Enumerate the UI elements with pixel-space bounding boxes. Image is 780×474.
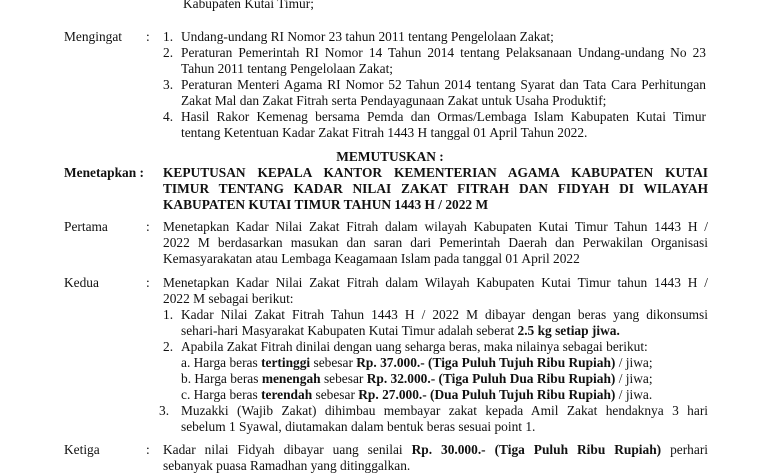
menetapkan-label: Menetapkan :	[64, 165, 144, 180]
pertama-text: 2022 M berdasarkan masukan dan saran dari Pemerintah Daerah dan Perwakilan Organisasi	[163, 235, 708, 250]
ketiga-text: Kadar nilai Fidyah dibayar uang senilai Rp. 30.000.- (Tiga Puluh Ribu Rupiah) perhari	[163, 442, 708, 457]
mengingat-item-text: Peraturan Pemerintah RI Nomor 14 Tahun 2014 tentang Pelaksanaan Undang-undang No 23	[181, 45, 706, 60]
kedua-colon: :	[146, 275, 150, 290]
mengingat-item-num: 3.	[163, 77, 174, 92]
pertama-label: Pertama	[64, 219, 108, 234]
memutuskan-heading: MEMUTUSKAN :	[336, 149, 444, 164]
pertama-colon: :	[146, 219, 150, 234]
harga-beras-line: b. Harga beras menengah sebesar Rp. 32.000.- (Tiga Puluh Dua Ribu Rupiah) / jiwa;	[181, 371, 653, 386]
kedua-item-num: 1.	[163, 307, 174, 322]
menetapkan-text: KEPUTUSAN KEPALA KANTOR KEMENTERIAN AGAMA KABUPATEN KUTAI	[163, 165, 708, 180]
nilai-fidyah: Rp. 30.000.- (Tiga Puluh Ribu Rupiah)	[411, 442, 662, 457]
pertama-text: Menetapkan Kadar Nilai Zakat Fitrah dalam wilayah Kabupaten Kutai Timur Tahun 1443 H /	[163, 219, 708, 234]
kedua-item1-text: Kadar Nilai Zakat Fitrah Tahun 1443 H / 2022 M dibayar dengan beras yang dikonsumsi	[181, 307, 708, 322]
mengingat-item-text: Undang-undang RI Nomor 23 tahun 2011 tentang Pengelolaan Zakat;	[181, 29, 554, 44]
mengingat-colon: :	[146, 29, 150, 44]
continued-line: Kabupaten Kutai Timur;	[183, 0, 314, 11]
harga-beras-line: a. Harga beras tertinggi sebesar Rp. 37.000.- (Tiga Puluh Tujuh Ribu Rupiah) / jiwa;	[181, 355, 653, 370]
menetapkan-text: KABUPATEN KUTAI TIMUR TAHUN 1443 H / 2022 M	[163, 197, 489, 212]
mengingat-item-num: 1.	[163, 29, 174, 44]
ketiga-colon: :	[146, 442, 150, 457]
kedua-item-num: 3.	[159, 403, 170, 418]
mengingat-item-num: 2.	[163, 45, 174, 60]
kedua-item3-text: sebelum 1 Syawal, diutamakan dalam bentuk beras sesuai point 1.	[181, 419, 536, 434]
mengingat-item-text: Zakat Mal dan Zakat Fitrah serta Pendayagunaan Zakat untuk Usaha Produktif;	[181, 93, 607, 108]
ketiga-text: sebanyak puasa Ramadhan yang ditinggalkan.	[163, 458, 411, 473]
pertama-text: Kemasyarakatan atau Lembaga Keagamaan Islam pada tanggal 01 April 2022	[163, 251, 580, 266]
kedua-intro: Menetapkan Kadar Nilai Zakat Fitrah dalam Wilayah Kabupaten Kutai Timur tahun 1443 H /	[163, 275, 708, 290]
mengingat-item-text: tentang Ketentuan Kadar Zakat Fitrah 1443 H tanggal 01 April Tahun 2022.	[181, 125, 588, 140]
ketiga-label: Ketiga	[64, 442, 100, 457]
mengingat-item-text: Tahun 2011 tentang Pengelolaan Zakat;	[181, 61, 394, 76]
kedua-item3-text: Muzakki (Wajib Zakat) dihimbau membayar zakat kepada Amil Zakat hendaknya 3 hari	[181, 403, 708, 418]
mengingat-item-num: 4.	[163, 109, 174, 124]
mengingat-item-text: Hasil Rakor Kemenag bersama Pemda dan Ormas/Lembaga Islam Kabupaten Kutai Timur	[181, 109, 706, 124]
harga-beras-line: c. Harga beras terendah sebesar Rp. 27.000.- (Dua Puluh Tujuh Ribu Rupiah) / jiwa.	[181, 387, 653, 402]
menetapkan-text: TIMUR TENTANG KADAR NILAI ZAKAT FITRAH DAN FIDYAH DI WILAYAH	[163, 181, 708, 196]
kedua-item-num: 2.	[163, 339, 174, 354]
kedua-item2-text: Apabila Zakat Fitrah dinilai dengan uang seharga beras, maka nilainya sebagai berikut:	[181, 339, 648, 354]
kedua-item1-text: sehari-hari Masyarakat Kabupaten Kutai Timur adalah seberat 2.5 kg setiap jiwa.	[181, 323, 620, 338]
kedua-label: Kedua	[64, 275, 99, 290]
berat-beras: 2.5 kg setiap jiwa.	[517, 323, 620, 338]
kedua-intro: 2022 M sebagai berikut:	[163, 291, 294, 306]
mengingat-item-text: Peraturan Menteri Agama RI Nomor 52 Tahun 2014 tentang Syarat dan Tata Cara Perhitungan	[181, 77, 706, 92]
mengingat-label: Mengingat	[64, 29, 123, 44]
